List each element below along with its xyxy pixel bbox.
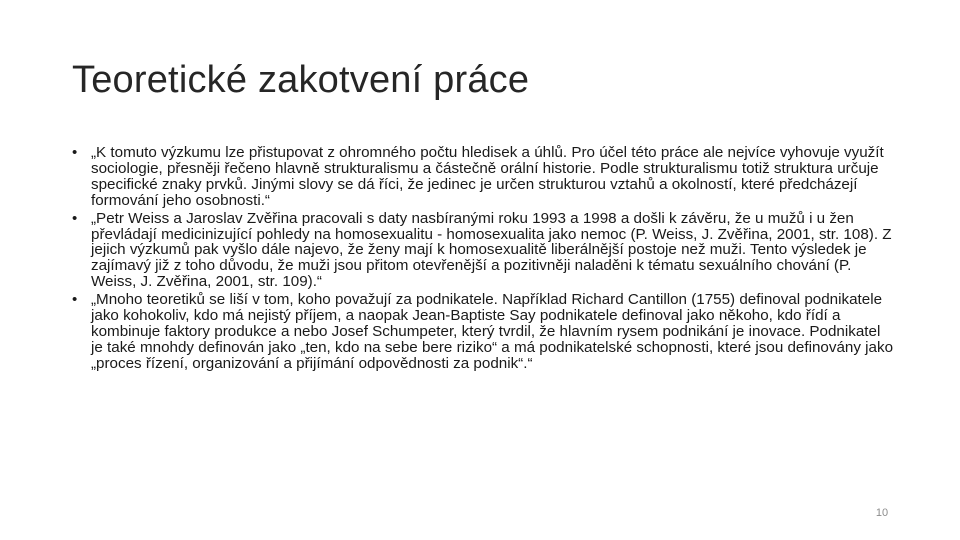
list-item (72, 145, 894, 209)
list-item (72, 292, 894, 372)
bullet-icon: • (72, 209, 78, 227)
list-item (72, 211, 894, 291)
bullet-list (72, 145, 894, 374)
page-number: 10 (875, 507, 889, 519)
bullet-icon: • (72, 291, 78, 309)
bullet-text: „Petr Weiss a Jaroslav Zvěřina pracovali s daty nasbíranými roku 1993 a 1998 a došli k závěru, že u mužů i u žen převládají medicinizující pohledy na homosexualitu - homosexualita jako nemoc (P. Weiss, J. Zvěřina, 2001, str. 108). Z jejich výzkumů pak vyšlo dále najevo, že ženy mají k homosexualitě liberálnější postoje než muži. Tento výsledek je zajímavý již z toho důvodu, že muži jsou přitom otevřenější a pozitivněji naladěni k tématu sexuálního chování (P. Weiss, J. Zvěřina, 2001, str. 109).“ (91, 209, 892, 291)
bullet-text: „Mnoho teoretiků se liší v tom, koho považují za podnikatele. Například Richard Cantillon (1755) definoval podnikatele jako kohokoliv, kdo má nejistý příjem, a naopak Jean-Baptiste Say podnikatele definoval jako někoho, kdo řídí a kombinuje faktory produkce a nebo Josef Schumpeter, který tvrdil, že hlavním rysem podnikání je inovace. Podnikatel je také mnohdy definován jako „ten, kdo na sebe bere riziko“ a má podnikatelské schopnosti, které jsou definovány jako „proces řízení, organizování a přijímání odpovědnosti za podnik“.“ (91, 291, 894, 372)
slide-title: Teoretické zakotvení práce (72, 59, 530, 101)
bullet-text: „K tomuto výzkumu lze přistupovat z ohromného počtu hledisek a úhlů. Pro účel této práce ale nejvíce vyhovuje využít sociologie, přesněji řečeno hlavně strukturalismu a částečně orální historie. Podle strukturalismu totiž struktura určuje specifické znaky prvků. Jinými slovy se dá říci, že jedinec je určen strukturou vztahů a okolností, které předcházejí formování jeho osobnosti.“ (91, 144, 884, 209)
bullet-icon: • (72, 144, 78, 161)
